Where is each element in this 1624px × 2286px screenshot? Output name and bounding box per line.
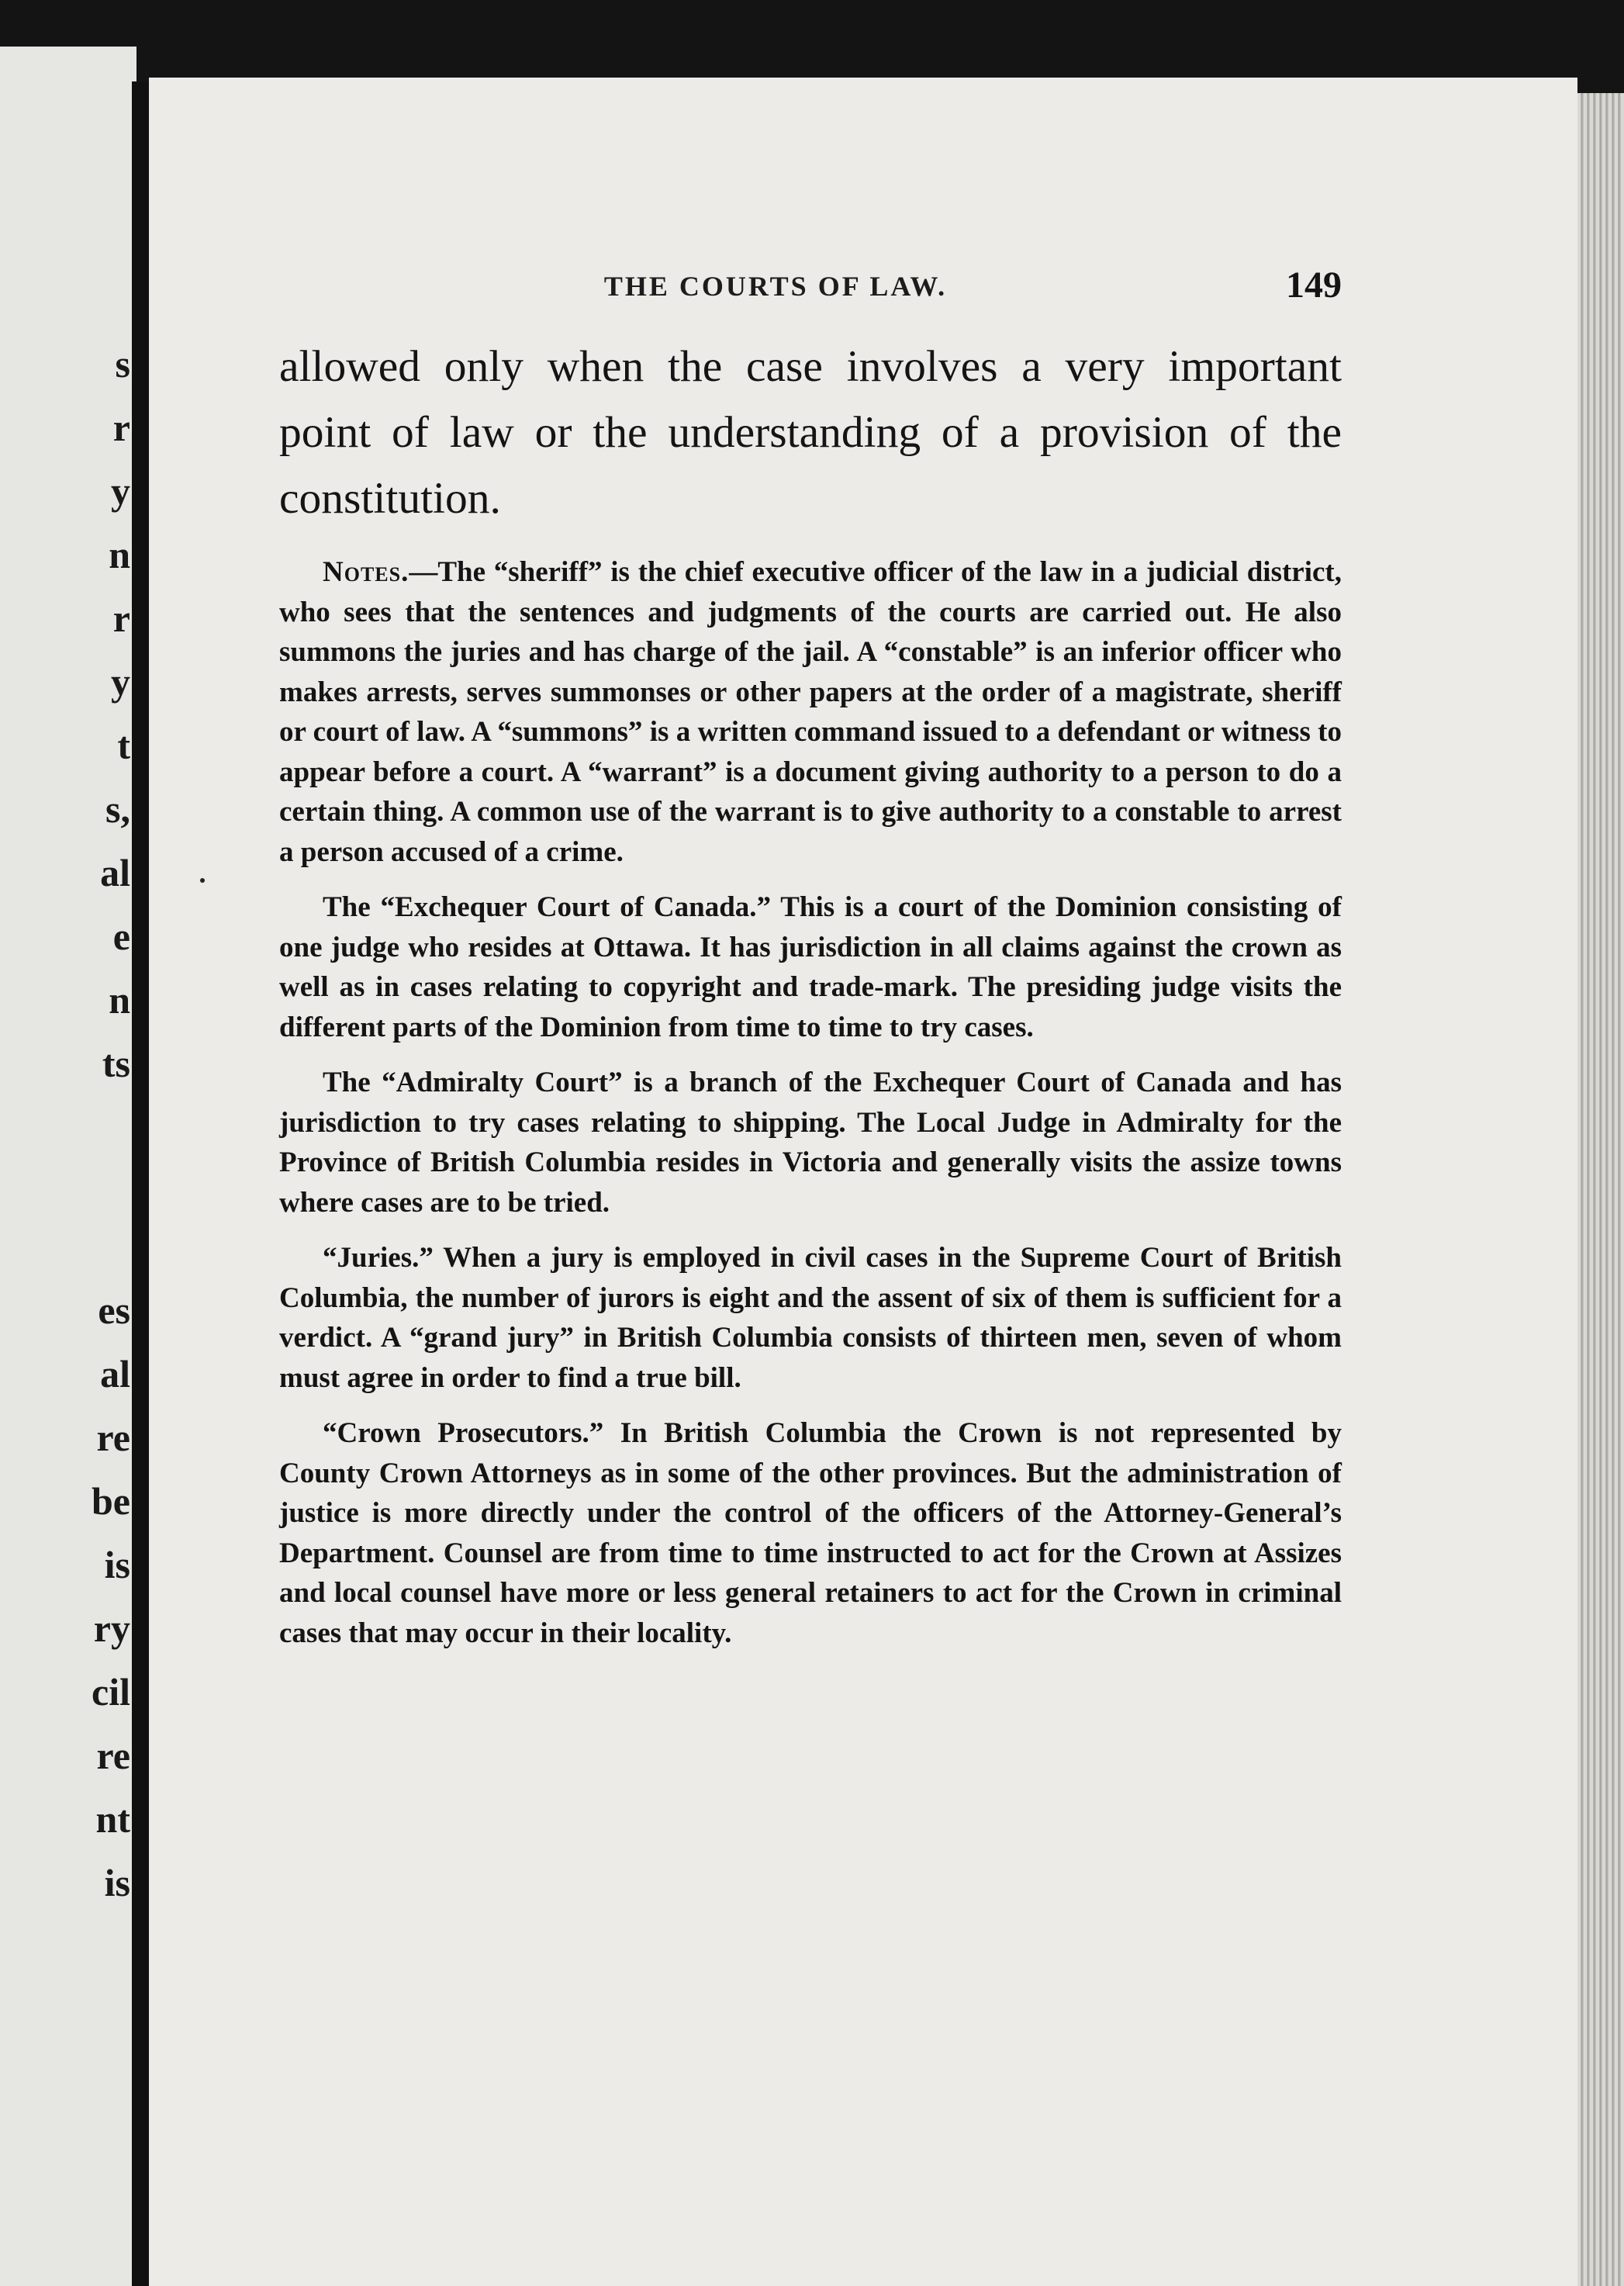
left-page-fragment: ry: [93, 1606, 130, 1650]
left-page-fragment: cil: [92, 1670, 130, 1714]
left-page-fragment: s,: [105, 787, 130, 831]
left-page-fragment: al: [100, 1352, 130, 1395]
page-number: 149: [1286, 265, 1342, 306]
left-page-fragment: is: [104, 1543, 130, 1586]
page-header: [279, 264, 1342, 318]
notes-section: [279, 552, 1342, 1669]
crown-prosecutors-paragraph: “Crown Prosecutors.” In British Columbia the Crown is not represented by County Crown Attorneys as in some of the other provinces. But the administration of justice is more directly under the control of the officers of the Attorney-General’s Department. Counsel are from time to time instructed to act for the Crown at Assizes and local counsel have more or less general retainers to act for the Crown in criminal cases that may occur in their locality.: [279, 1417, 1342, 1649]
book-gutter: [132, 81, 149, 2286]
left-page-fragment: is: [104, 1861, 130, 1904]
left-page-fragment: nt: [95, 1797, 130, 1841]
left-page-fragment: n: [109, 978, 130, 1022]
lead-paragraph: allowed only when the case involves a very important point of law or the understanding of a provision of the constitution.: [279, 342, 1342, 523]
left-page-fragment: re: [96, 1734, 130, 1777]
notes-text: —The “sheriff” is the chief executive officer of the law in a judicial district, who sees that the sentences and judgments of the courts are carried out. He also summons the juries and has charge of the jail. A “constable” is an inferior officer who makes arrests, serves summonses or other papers at the order of a magistrate, sheriff or court of law. A “summons” is a written command issued to a defendant or witness to appear before a court. A “warrant” is a document giving authority to a person to do a certain thing. A common use of the warrant is to give authority to a constable to arrest a person accused of a crime.: [279, 556, 1342, 868]
left-page-fragment: r: [112, 597, 130, 640]
left-page-fragment: y: [111, 469, 130, 513]
notes-label: Notes.: [323, 556, 409, 588]
left-page-fragment: n: [109, 533, 130, 576]
left-facing-page: [0, 47, 136, 2286]
left-page-fragment: s: [115, 342, 130, 386]
ink-speck: [200, 878, 205, 883]
left-page-fragment: be: [92, 1479, 130, 1523]
admiralty-court-paragraph: The “Admiralty Court” is a branch of the Exchequer Court of Canada and has jurisdiction to try cases relating to shipping. The Local Judge in Admiralty for the Province of British Columbia resides in Victoria and generally visits the assize towns where cases are to be tried.: [279, 1067, 1342, 1219]
left-page-fragment: e: [112, 915, 130, 958]
exchequer-court-paragraph: The “Exchequer Court of Canada.” This is a court of the Dominion consisting of one judge who resides at Ottawa. It has jurisdiction in all claims against the crown as well as in cases relating to copyright and trade-mark. The presiding judge visits the different parts of the Dominion from time to time to try cases.: [279, 891, 1342, 1043]
left-page-fragment: re: [96, 1416, 130, 1459]
running-title: THE COURTS OF LAW.: [603, 271, 948, 302]
left-page-fragment: ts: [102, 1042, 130, 1085]
page-stack-edge: [1577, 93, 1624, 2286]
left-page-fragment: es: [98, 1288, 130, 1332]
left-page-fragment: y: [111, 660, 130, 704]
juries-paragraph: “Juries.” When a jury is employed in civil cases in the Supreme Court of British Columbia, the number of jurors is eight and the assent of six of them is sufficient for a verdict. A “grand jury” in British Columbia consists of thirteen men, seven of whom must agree in order to find a true bill.: [279, 1242, 1342, 1394]
left-page-fragment: r: [112, 406, 130, 449]
left-page-fragment: al: [100, 851, 130, 894]
left-page-fragment: t: [117, 724, 130, 767]
notes-paragraph: [279, 552, 1342, 872]
